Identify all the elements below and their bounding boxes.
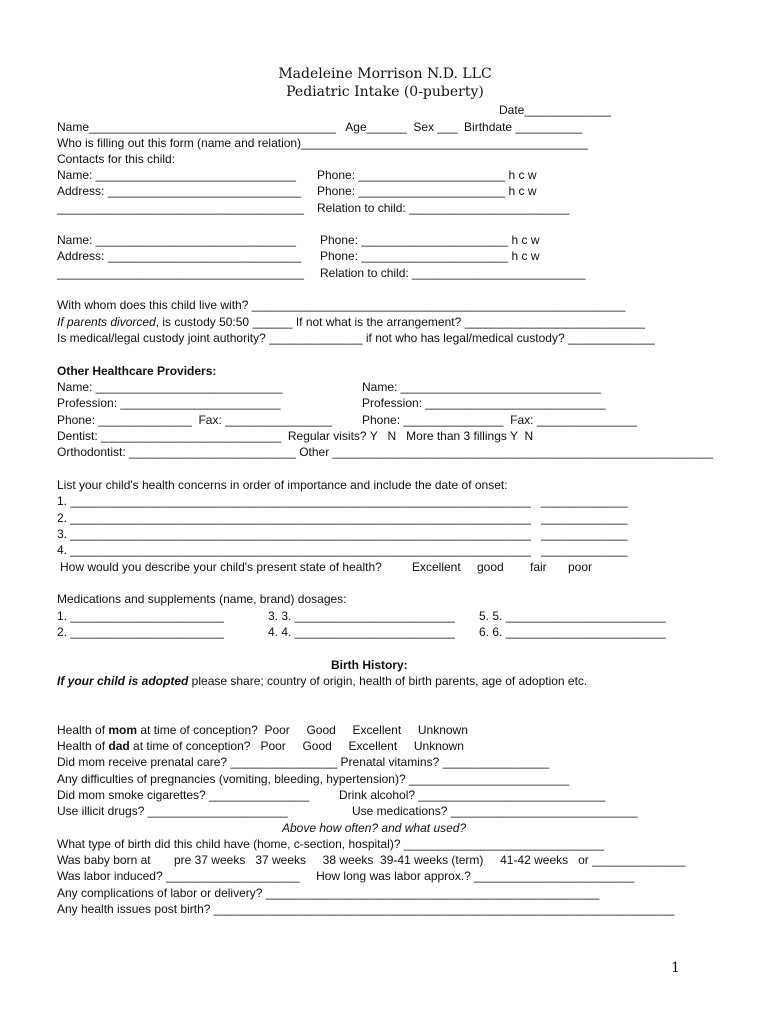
medication-field-2[interactable]: 2. _______________________ bbox=[57, 625, 224, 639]
adoption-prompt-text: please share; country of origin, health of birth parents, age of adoption etc. bbox=[188, 674, 588, 688]
medication-field-5[interactable]: 5. 5. ________________________ bbox=[479, 609, 666, 623]
joint-authority-field[interactable]: Is medical/legal custody joint authority? ______________ if not who has legal/medical custody? _____________ bbox=[57, 331, 655, 345]
dad-health-prefix: Health of bbox=[57, 739, 109, 753]
pregnancy-difficulties-field[interactable]: Any difficulties of pregnancies (vomiting, bleeding, hypertension)? ________________________ bbox=[57, 772, 570, 786]
birth-type-field[interactable]: What type of birth did this child have (home, c-section, hospital)? ______________________________ bbox=[57, 837, 605, 851]
contact2-phone1-field[interactable]: Phone: ______________________ h c w bbox=[320, 233, 540, 247]
name-age-sex-birthdate-line[interactable]: Name_____________________________________ Age______ Sex ___ Birthdate __________ bbox=[57, 120, 583, 134]
labor-induced-field[interactable]: Was labor induced? ____________________ How long was labor approx.? ________________________ bbox=[57, 869, 635, 883]
contact1-phone1-field[interactable]: Phone: ______________________ h c w bbox=[317, 168, 537, 182]
medication-field-1[interactable]: 1. _______________________ bbox=[57, 609, 224, 623]
illicit-drugs-field[interactable]: Use illicit drugs? _____________________ bbox=[57, 804, 288, 818]
alcohol-field[interactable]: Drink alcohol? ____________________________ bbox=[339, 788, 606, 802]
mom-health-options: at time of conception? Poor Good Excellent Unknown bbox=[137, 723, 468, 737]
above-how-often-note: Above how often? and what used? bbox=[282, 821, 467, 835]
contact1-address2-field[interactable]: _____________________________________ bbox=[57, 201, 304, 215]
health-option-poor[interactable]: poor bbox=[568, 560, 593, 574]
providers-heading: Other Healthcare Providers: bbox=[57, 364, 217, 378]
concern-line-4[interactable]: 4. _____________________________________________________________________ _____________ bbox=[57, 543, 628, 557]
lives-with-field[interactable]: With whom does this child live with? ________________________________________________________ bbox=[57, 298, 626, 312]
contact2-address-field[interactable]: Address: _____________________________ bbox=[57, 249, 302, 263]
concern-line-2[interactable]: 2. _____________________________________________________________________ _____________ bbox=[57, 511, 628, 525]
custody-arrangement-text: , is custody 50:50 ______ If not what is the arrangement? ___________________________ bbox=[155, 315, 645, 329]
provider1-name-field[interactable]: Name: ____________________________ bbox=[57, 380, 283, 394]
dentist-field[interactable]: Dentist: ___________________________ Regular visits? Y N More than 3 fillings Y N bbox=[57, 429, 534, 443]
date-field[interactable]: Date_____________ bbox=[499, 103, 612, 117]
page-number: 1 bbox=[671, 960, 680, 976]
practice-name: Madeleine Morrison N.D. LLC bbox=[278, 66, 492, 82]
contacts-heading: Contacts for this child: bbox=[57, 152, 176, 166]
mom-health-question[interactable] bbox=[57, 723, 468, 737]
adoption-prompt bbox=[57, 674, 587, 688]
contact2-address2-field[interactable]: _____________________________________ bbox=[57, 266, 304, 280]
health-option-good[interactable]: good bbox=[477, 560, 504, 574]
custody-arrangement-field[interactable] bbox=[57, 315, 645, 329]
birth-history-heading: Birth History: bbox=[331, 658, 408, 672]
smoke-field[interactable]: Did mom smoke cigarettes? _______________ bbox=[57, 788, 310, 802]
concern-line-1[interactable]: 1. _____________________________________________________________________ _____________ bbox=[57, 494, 628, 508]
mom-label: mom bbox=[108, 723, 138, 737]
provider1-profession-field[interactable]: Profession: ________________________ bbox=[57, 396, 281, 410]
contact2-relation-field[interactable]: Relation to child: __________________________ bbox=[320, 266, 586, 280]
orthodontist-field[interactable]: Orthodontist: _________________________ Other _________________________________________________________ bbox=[57, 445, 713, 459]
contact1-name-field[interactable]: Name: ______________________________ bbox=[57, 168, 296, 182]
concerns-heading: List your child's health concerns in order of importance and include the date of onset: bbox=[57, 478, 508, 492]
form-title: Pediatric Intake (0-puberty) bbox=[286, 84, 484, 100]
medication-field-6[interactable]: 6. 6. ________________________ bbox=[479, 625, 666, 639]
labor-complications-field[interactable]: Any complications of labor or delivery? __________________________________________________ bbox=[57, 886, 600, 900]
prenatal-care-field[interactable]: Did mom receive prenatal care? ________________ Prenatal vitamins? ________________ bbox=[57, 755, 550, 769]
dad-health-options: at time of conception? Poor Good Excellent Unknown bbox=[129, 739, 464, 753]
dad-label: dad bbox=[108, 739, 130, 753]
contact1-address-field[interactable]: Address: _____________________________ bbox=[57, 184, 302, 198]
adopted-emphasis: If your child is adopted bbox=[57, 674, 189, 688]
medication-field-3[interactable]: 3. 3. ________________________ bbox=[268, 609, 455, 623]
health-option-excellent[interactable]: Excellent bbox=[412, 560, 461, 574]
provider2-phone-fax-field[interactable]: Phone: _______________ Fax: _______________ bbox=[362, 413, 637, 427]
medication-field-4[interactable]: 4. 4. ________________________ bbox=[268, 625, 455, 639]
provider2-profession-field[interactable]: Profession: ___________________________ bbox=[362, 396, 606, 410]
medications-use-field[interactable]: Use medications? ____________________________ bbox=[352, 804, 638, 818]
dad-health-question[interactable] bbox=[57, 739, 464, 753]
contact2-name-field[interactable]: Name: ______________________________ bbox=[57, 233, 296, 247]
contact1-phone2-field[interactable]: Phone: ______________________ h c w bbox=[317, 184, 537, 198]
health-state-question: How would you describe your child's present state of health? bbox=[60, 560, 382, 574]
gestation-field[interactable]: Was baby born at pre 37 weeks 37 weeks 38 weeks 39-41 weeks (term) 41-42 weeks or ______________ bbox=[57, 853, 686, 867]
form-filler-field[interactable]: Who is filling out this form (name and relation)___________________________________________ bbox=[57, 136, 589, 150]
mom-health-prefix: Health of bbox=[57, 723, 109, 737]
post-birth-issues-field[interactable]: Any health issues post birth? _____________________________________________________________________ bbox=[57, 902, 675, 916]
contact2-phone2-field[interactable]: Phone: ______________________ h c w bbox=[320, 249, 540, 263]
provider1-phone-fax-field[interactable]: Phone: ______________ Fax: ________________ bbox=[57, 413, 332, 427]
health-option-fair[interactable]: fair bbox=[530, 560, 547, 574]
divorced-emphasis: If parents divorced bbox=[57, 315, 156, 329]
concern-line-3[interactable]: 3. _____________________________________________________________________ _____________ bbox=[57, 527, 628, 541]
medications-heading: Medications and supplements (name, brand) dosages: bbox=[57, 592, 347, 606]
provider2-name-field[interactable]: Name: ______________________________ bbox=[362, 380, 601, 394]
contact1-relation-field[interactable]: Relation to child: ________________________ bbox=[317, 201, 570, 215]
